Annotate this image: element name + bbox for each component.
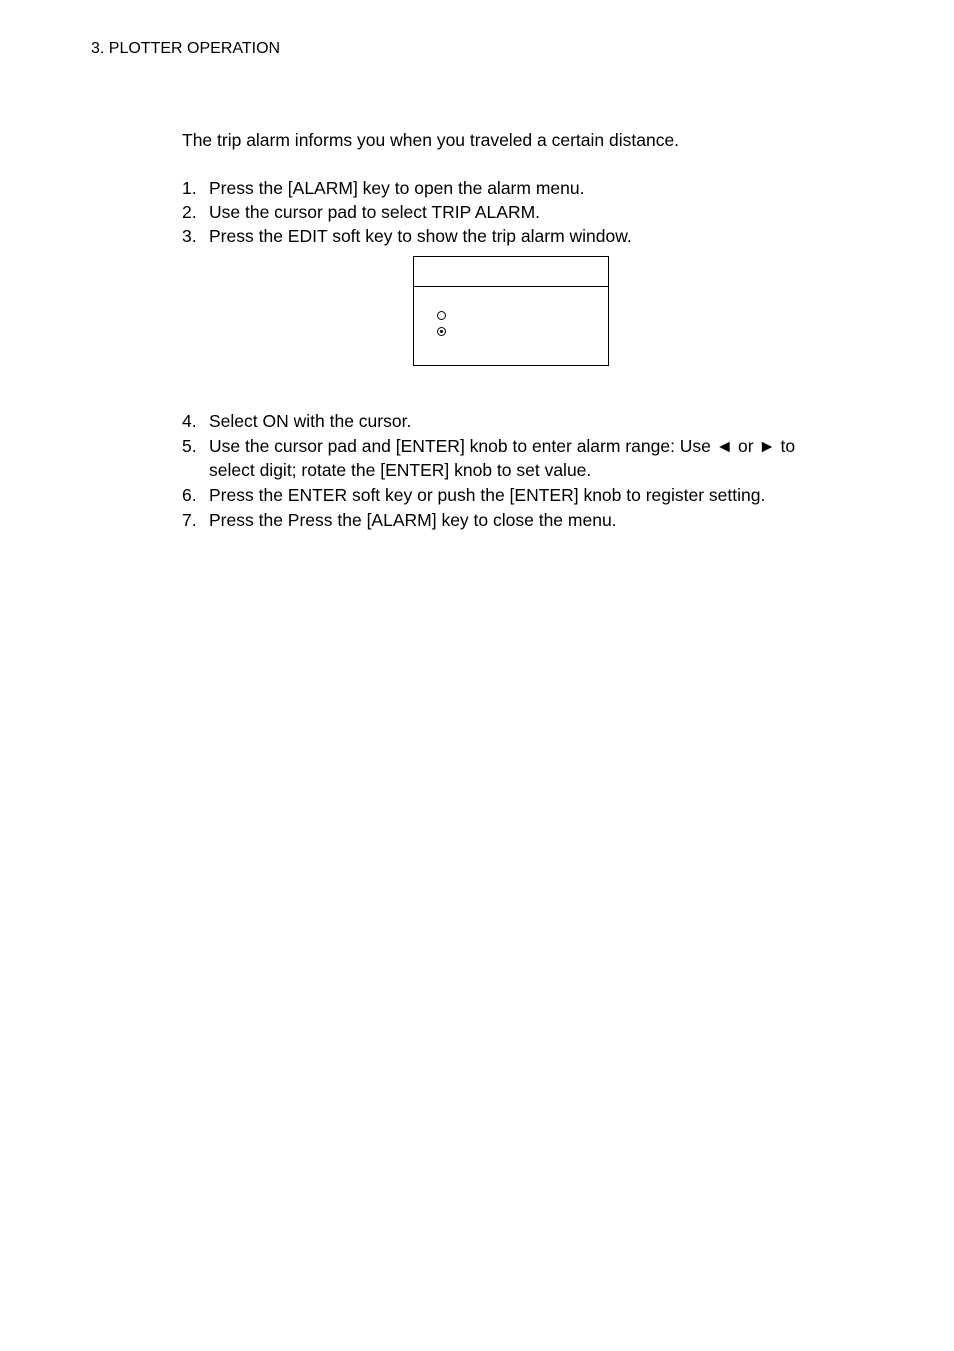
step-item [182,483,862,507]
radio-option-selected[interactable] [437,327,446,336]
step-text: Use the cursor pad to select TRIP ALARM. [209,202,541,222]
step-number: 6. [182,485,197,505]
radio-option-unselected[interactable] [437,311,446,320]
step-text-line-2: select digit; rotate the [ENTER] knob to set value. [209,460,592,480]
step-number: 1. [182,178,197,198]
step-text: Press the ENTER soft key or push the [ENTER] knob to register setting. [209,485,766,505]
step-item [182,202,832,226]
trip-alarm-window-title-bar [414,257,608,287]
step-number: 4. [182,411,197,431]
step-number: 5. [182,436,197,456]
steps-list-before-window [182,178,832,250]
step-item [182,226,832,250]
steps-list-after-window [182,409,862,533]
step-item [182,508,862,532]
step-text: Press the [ALARM] key to open the alarm menu. [209,178,585,198]
step-item [182,178,832,202]
step-text-line-1: Use the cursor pad and [ENTER] knob to enter alarm range: Use ◄ or ► to [209,436,796,456]
step-item [182,434,862,482]
step-number: 7. [182,510,197,530]
step-number: 3. [182,226,197,246]
intro-paragraph: The trip alarm informs you when you traveled a certain distance. [182,130,680,150]
step-item [182,409,862,433]
step-text: Select ON with the cursor. [209,411,412,431]
step-text: Press the EDIT soft key to show the trip alarm window. [209,226,632,246]
step-number: 2. [182,202,197,222]
step-text: Press the Press the [ALARM] key to close the menu. [209,510,617,530]
running-head: 3. PLOTTER OPERATION [91,40,281,57]
trip-alarm-window [413,256,609,366]
